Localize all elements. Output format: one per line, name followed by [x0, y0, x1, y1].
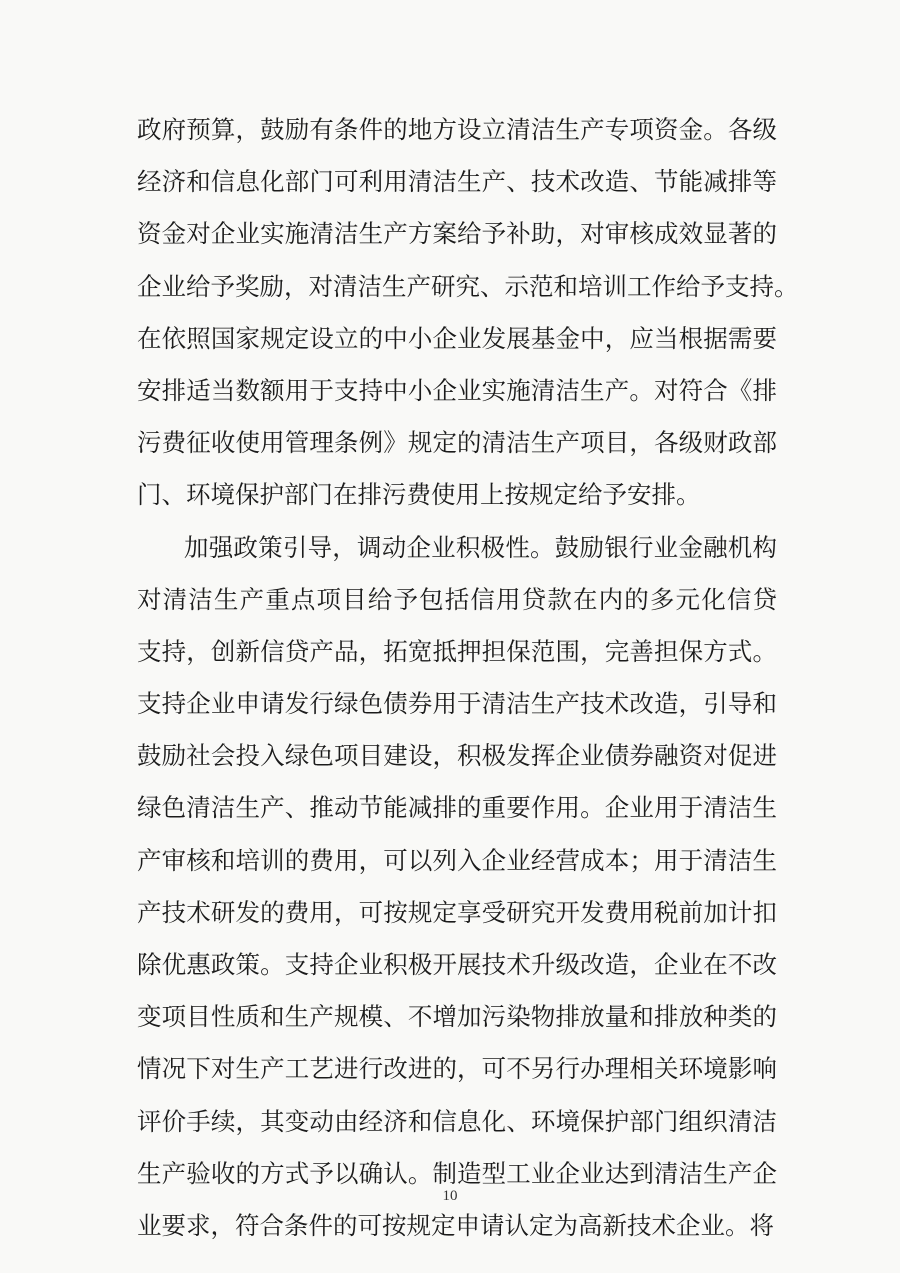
text-line: 资金对企业实施清洁生产方案给予补助，对审核成效显著的 — [137, 219, 777, 249]
text-line: 政府预算，鼓励有条件的地方设立清洁生产专项资金。各级 — [137, 115, 777, 144]
text-line: 支持企业申请发行绿色债券用于清洁生产技术改造，引导和 — [137, 689, 777, 719]
paragraph — [137, 522, 777, 1253]
text-line: 经济和信息化部门可利用清洁生产、技术改造、节能减排等 — [137, 167, 777, 197]
text-line: 支持，创新信贷产品，拓宽抵押担保范围，完善担保方式。 — [137, 636, 777, 666]
text-line: 安排适当数额用于支持中小企业实施清洁生产。对符合《排 — [137, 375, 777, 405]
text-line: 污费征收使用管理条例》规定的清洁生产项目，各级财政部 — [137, 428, 777, 458]
text-line: 企业给予奖励，对清洁生产研究、示范和培训工作给予支持。 — [137, 271, 799, 301]
paragraph — [137, 104, 799, 522]
text-line: 绿色清洁生产、推动节能减排的重要作用。企业用于清洁生 — [137, 793, 777, 823]
page-number: 10 — [442, 1188, 458, 1204]
text-line: 门、环境保护部门在排污费使用上按规定给予安排。 — [137, 480, 701, 510]
text-line: 产技术研发的费用，可按规定享受研究开发费用税前加计扣 — [137, 897, 777, 927]
text-line: 对清洁生产重点项目给予包括信用贷款在内的多元化信贷 — [137, 584, 777, 614]
text-line: 除优惠政策。支持企业积极开展技术升级改造，企业在不改 — [137, 950, 777, 979]
text-line: 鼓励社会投入绿色项目建设，积极发挥企业债券融资对促进 — [137, 741, 777, 771]
text-line: 产审核和培训的费用，可以列入企业经营成本；用于清洁生 — [137, 845, 777, 875]
text-line: 情况下对生产工艺进行改进的，可不另行办理相关环境影响 — [137, 1054, 777, 1084]
text-line: 在依照国家规定设立的中小企业发展基金中，应当根据需要 — [137, 323, 777, 353]
text-line: 评价手续，其变动由经济和信息化、环境保护部门组织清洁 — [137, 1106, 777, 1136]
text-line: 业要求，符合条件的可按规定申请认定为高新技术企业。将 — [137, 1210, 774, 1240]
text-line: 加强政策引导，调动企业积极性。鼓励银行业金融机构 — [184, 532, 777, 562]
body-text — [137, 104, 799, 1252]
text-line: 变项目性质和生产规模、不增加污染物排放量和排放种类的 — [137, 1002, 777, 1032]
text-line: 生产验收的方式予以确认。制造型工业企业达到清洁生产企 — [137, 1158, 777, 1188]
